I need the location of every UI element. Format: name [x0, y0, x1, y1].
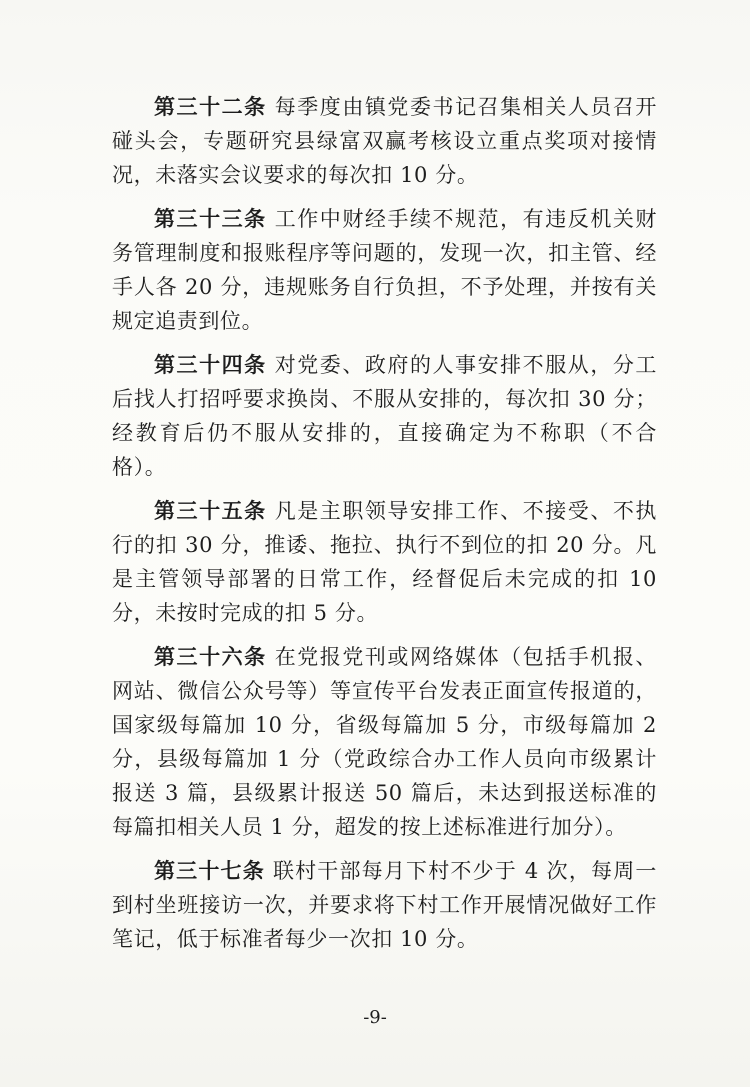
article-label: 第三十二条: [154, 95, 267, 119]
article-label: 第三十四条: [154, 353, 267, 377]
article-label: 第三十六条: [154, 645, 267, 669]
article-text: 每季度由镇党委书记召集相关人员召开碰头会，专题研究县绿富双赢考核设立重点奖项对接情况，未落实会议要求的每次扣 10 分。: [112, 95, 658, 187]
article-text: 联村干部每月下村不少于 4 次，每周一到村坐班接访一次，并要求将下村工作开展情况做好工作笔记，低于标准者每少一次扣 10 分。: [112, 859, 657, 951]
article-label: 第三十五条: [154, 499, 267, 523]
article-34: [112, 348, 657, 484]
article-text: 工作中财经手续不规范，有违反机关财务管理制度和报账程序等问题的，发现一次，扣主管、经手人各 20 分，违规账务自行负担，不予处理，并按有关规定追责到位。: [112, 207, 658, 333]
page-number: -9-: [363, 1007, 387, 1028]
document-body: [112, 90, 657, 966]
article-36: [112, 640, 657, 844]
article-35: [112, 494, 657, 630]
article-text: 在党报党刊或网络媒体（包括手机报、网站、微信公众号等）等宣传平台发表正面宣传报道的，国家级每篇加 10 分，省级每篇加 5 分，市级每篇加 2 分，县级每篇加 1 分（党政综合办工作人员向市级累计报送 3 篇，县级累计报送 50 篇后，未达到报送标准的每篇扣相关人员 1 分，超发的按上述标准进行加分）。: [112, 645, 658, 839]
article-37: [112, 854, 657, 956]
article-33: [112, 202, 657, 338]
article-text: 对党委、政府的人事安排不服从，分工后找人打招呼要求换岗、不服从安排的，每次扣 30 分；经教育后仍不服从安排的，直接确定为不称职（不合格）。: [112, 353, 658, 479]
article-label: 第三十七条: [154, 859, 265, 883]
article-label: 第三十三条: [154, 207, 267, 231]
article-32: [112, 90, 657, 192]
article-text: 凡是主职领导安排工作、不接受、不执行的扣 30 分，推诿、拖拉、执行不到位的扣 20 分。凡是主管领导部署的日常工作，经督促后未完成的扣 10 分，未按时完成的扣 5 分。: [112, 499, 658, 625]
